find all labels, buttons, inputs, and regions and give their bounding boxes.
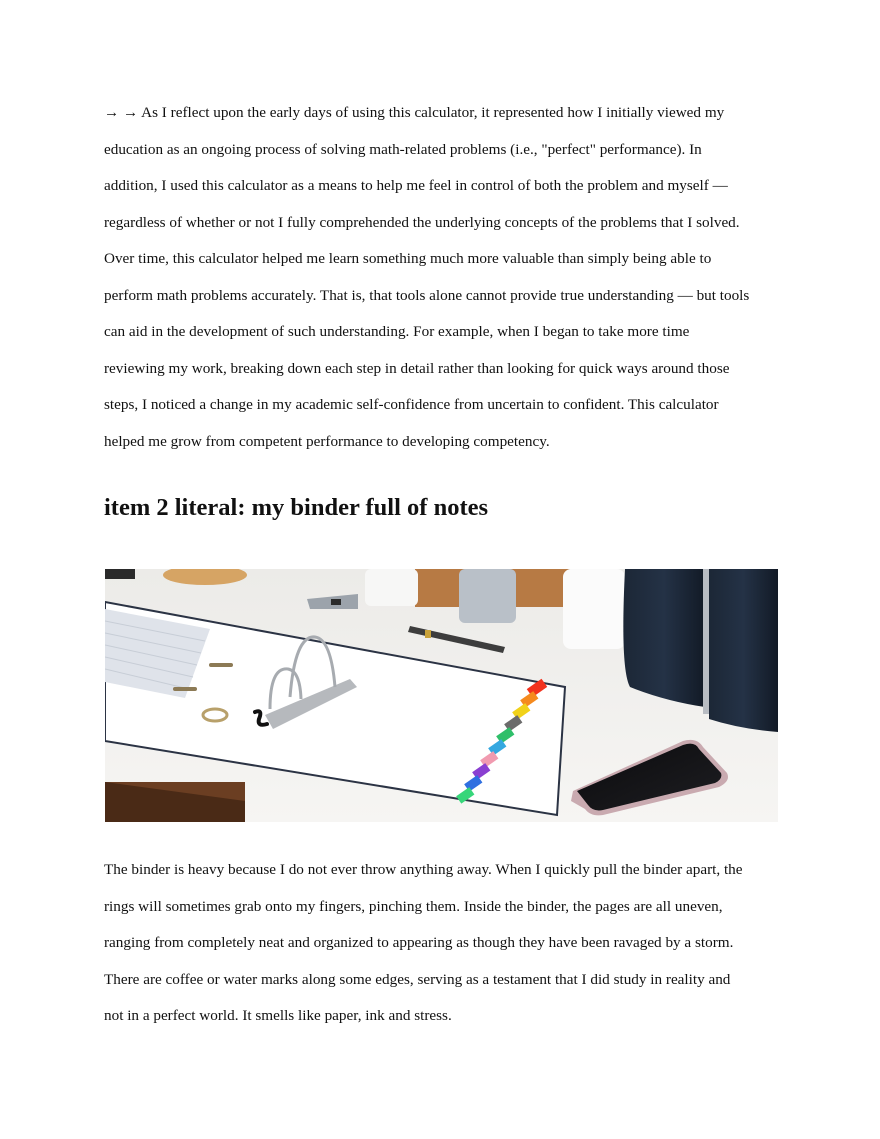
text-line: education as an ongoing process of solving math-related problems (i.e., "perfect" performance). In [104, 140, 702, 158]
text-line: ranging from completely neat and organized to appearing as though they have been ravaged by a storm. [104, 934, 734, 951]
text-line: reviewing my work, breaking down each step in detail rather than looking for quick ways around those [104, 359, 730, 377]
text-line: addition, I used this calculator as a means to help me feel in control of both the problem and myself — [104, 177, 728, 194]
text-line: rings will sometimes grab onto my fingers, pinching them. Inside the binder, the pages are all uneven, [104, 897, 723, 915]
text-line: helped me grow from competent performance to developing competency. [104, 432, 550, 450]
text-line: can aid in the development of such understanding. For example, when I began to take more time [104, 323, 690, 340]
text-line: not in a perfect world. It smells like paper, ink and stress. [104, 1007, 452, 1024]
text-line: There are coffee or water marks along some edges, serving as a testament that I did study in reality and [104, 970, 731, 988]
text-line: → → As I reflect upon the early days of using this calculator, it represented how I initially viewed my [104, 104, 725, 121]
text-line: regardless of whether or not I fully comprehended the underlying concepts of the problems that I solved. [104, 213, 740, 231]
section-heading: item 2 literal: my binder full of notes [104, 494, 489, 521]
text-line: The binder is heavy because I do not ever throw anything away. When I quickly pull the binder apart, the [104, 861, 743, 878]
text-line: steps, I noticed a change in my academic self-confidence from uncertain to confident. This calculator [104, 396, 719, 413]
text-line: perform math problems accurately. That is, that tools alone cannot provide true understanding — but tools [104, 286, 750, 304]
binder-photo [105, 569, 778, 822]
text-line: Over time, this calculator helped me learn something much more valuable than simply being able to [104, 250, 712, 267]
